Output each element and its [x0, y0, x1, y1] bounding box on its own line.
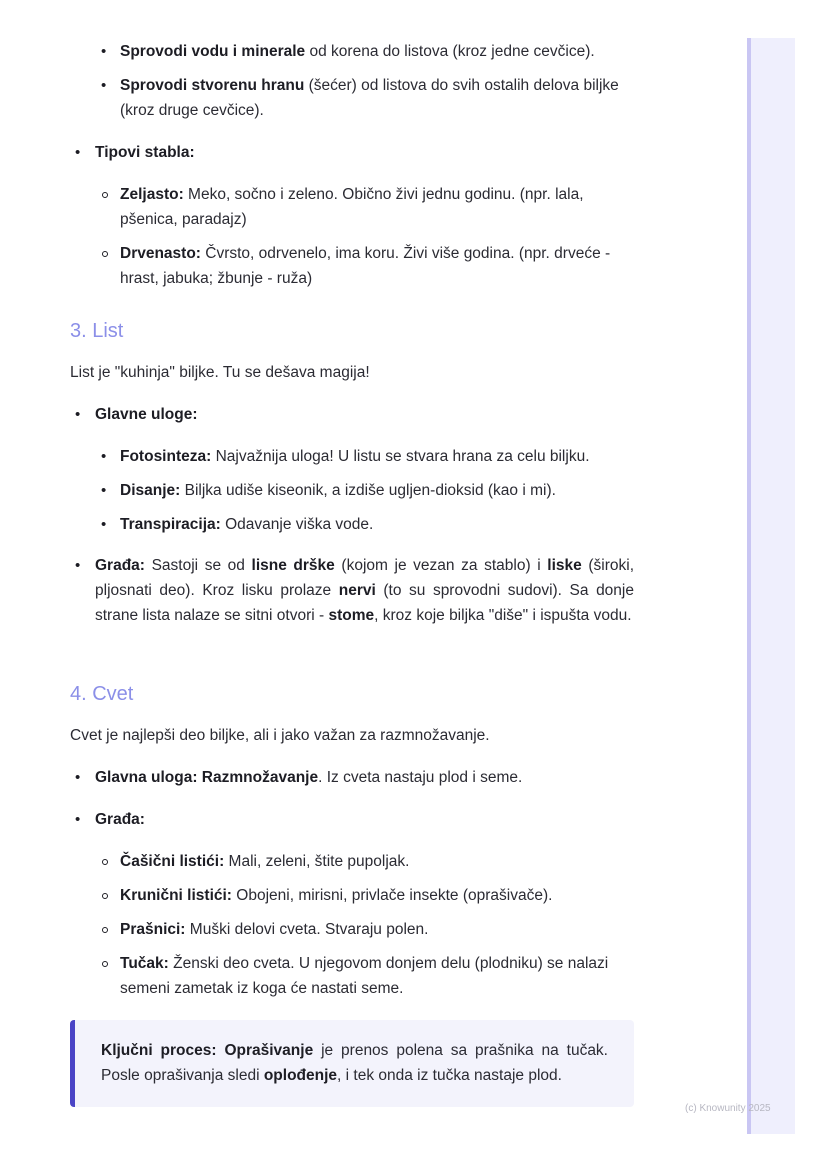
- list-item: • Glavna uloga: Razmnožavanje. Iz cveta nastaju plod i seme.: [70, 765, 634, 790]
- list-item: Zeljasto: Meko, sočno i zeleno. Obično živi jednu godinu. (npr. lala, pšenica, paradajz): [70, 182, 634, 232]
- list-item: • Građa:: [70, 807, 634, 832]
- flower-intro: Cvet je najlepši deo biljke, ali i jako važan za razmnožavanje.: [70, 727, 490, 744]
- list-item: • Fotosinteza: Najvažnija uloga! U listu se stvara hrana za celu biljku.: [70, 444, 634, 469]
- stem-types-sublist: [70, 182, 634, 291]
- callout-text: Ključni proces: Oprašivanje je prenos polena sa prašnika na tučak. Posle oprašivanja sledi oplođenje, i tek onda iz tučka nastaje plod.: [101, 1042, 608, 1084]
- list-item: • Glavne uloge:: [70, 402, 634, 427]
- list-item: • Disanje: Biljka udiše kiseonik, a izdiše ugljen-dioksid (kao i mi).: [70, 478, 634, 503]
- stem-conduct-list: [70, 39, 634, 123]
- list-item: • Transpiracija: Odavanje viška vode.: [70, 512, 634, 537]
- list-item: • Građa: Sastoji se od lisne drške (kojom je vezan za stablo) i liske (široki, pljosnati deo). Kroz lisku prolaze nervi (to su sprovodni sudovi). Sa donje strane lista nalaze se sitni otvori - stome, kroz koje biljka "diše" i ispušta vodu.: [70, 553, 634, 628]
- flower-parts-sublist: [70, 849, 634, 1001]
- list-item: Krunični listići: Obojeni, mirisni, privlače insekte (oprašivače).: [70, 883, 634, 908]
- list-item: Tučak: Ženski deo cveta. U njegovom donjem delu (plodniku) se nalazi semeni zametak iz koga će nastati seme.: [70, 951, 634, 1001]
- flower-main-list: [70, 765, 634, 832]
- leaf-structure-list: [70, 553, 634, 628]
- list-item: • Sprovodi stvorenu hranu (šećer) od listova do svih ostalih delova biljke (kroz druge cevčice).: [70, 73, 634, 123]
- list-item: • Sprovodi vodu i minerale od korena do listova (kroz jedne cevčice).: [70, 39, 634, 64]
- leaf-roles-sublist: [70, 444, 634, 537]
- stem-types-list: [70, 140, 634, 165]
- leaf-roles-list: [70, 402, 634, 427]
- copyright-footer: (c) Knowunity 2025: [685, 1103, 771, 1114]
- leaf-intro: List je "kuhinja" biljke. Tu se dešava magija!: [70, 364, 370, 381]
- side-panel-strip: [747, 38, 795, 1134]
- list-item: • Tipovi stabla:: [70, 140, 634, 165]
- section-heading-leaf: 3. List: [70, 320, 124, 342]
- key-process-callout: [70, 1020, 634, 1107]
- list-item: Drvenasto: Čvrsto, odrvenelo, ima koru. Živi više godina. (npr. drveće - hrast, jabuka; žbunje - ruža): [70, 241, 634, 291]
- list-item: Prašnici: Muški delovi cveta. Stvaraju polen.: [70, 917, 634, 942]
- list-item: Čašični listići: Mali, zeleni, štite pupoljak.: [70, 849, 634, 874]
- section-heading-flower: 4. Cvet: [70, 683, 134, 705]
